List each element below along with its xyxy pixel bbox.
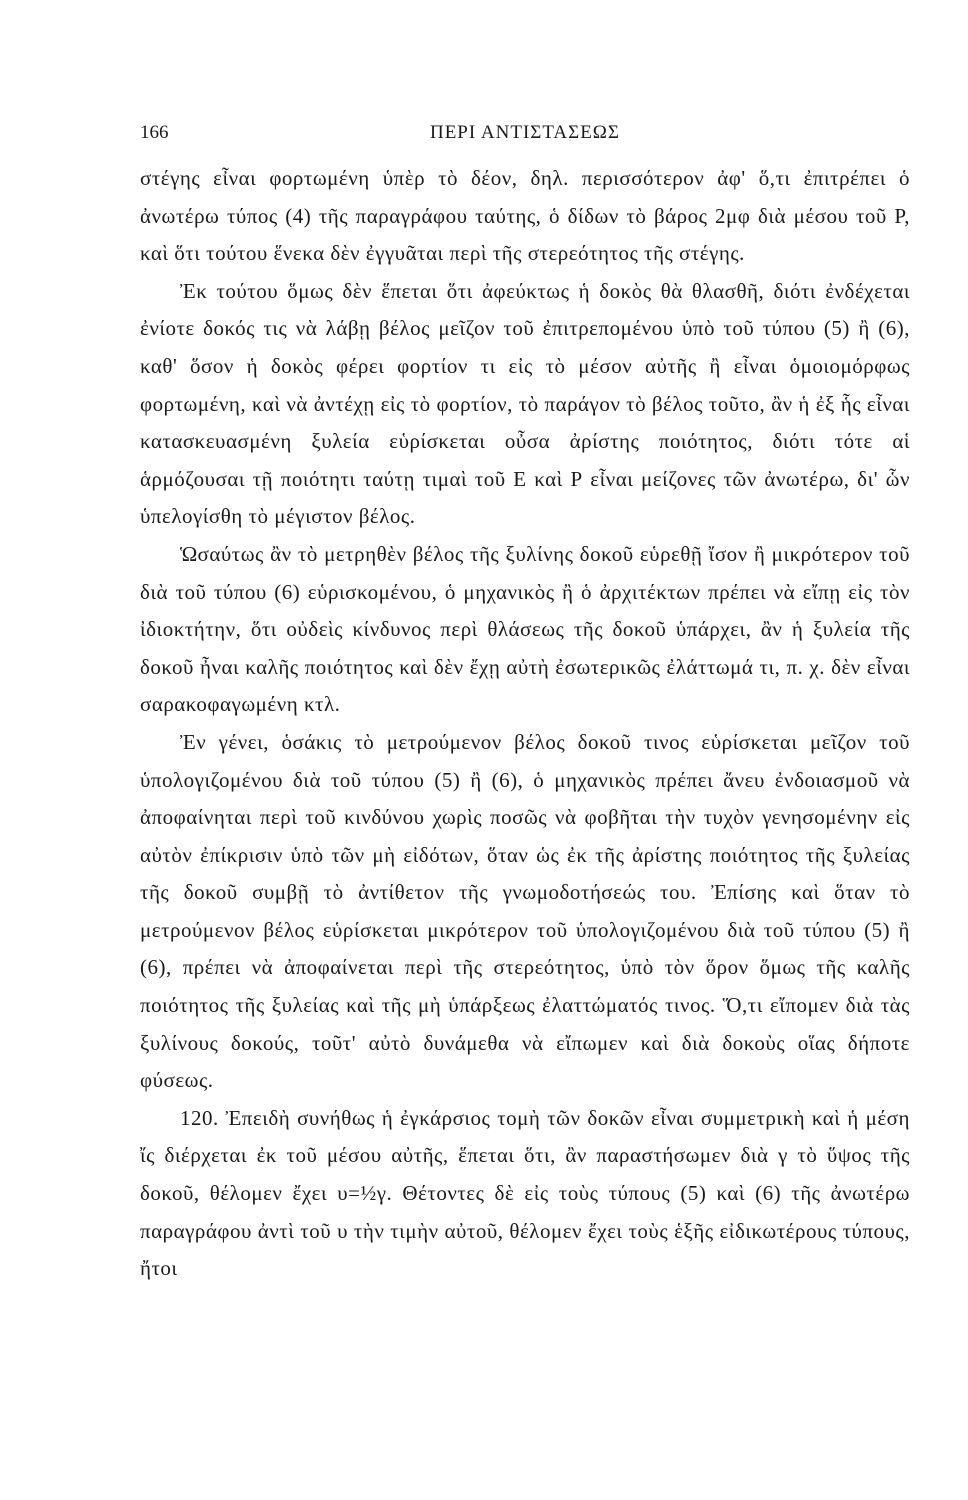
- page-number: 166: [140, 122, 169, 143]
- page-header: [140, 122, 910, 150]
- paragraph: Ὡσαύτως ἂν τὸ μετρηθὲν βέλος τῆς ξυλίνης δοκοῦ εὑρεθῇ ἴσον ἢ μικρότερον τοῦ διὰ τοῦ τύπου (6) εὑρισκομένου, ὁ μηχανικὸς ἢ ὁ ἀρχιτέκτων πρέπει νὰ εἴπῃ εἰς τὸν ἰδιοκτήτην, ὅτι οὐδεὶς κίνδυνος περὶ θλάσεως τῆς δοκοῦ ὑπάρχει, ἂν ἡ ξυλεία τῆς δοκοῦ ἦναι καλῆς ποιότητος καὶ δὲν ἔχῃ αὐτὴ ἐσωτερικῶς ἐλάττωμά τι, π. χ. δὲν εἶναι σαρακοφαγωμένη κτλ.: [140, 541, 910, 717]
- paragraph: Ἐκ τούτου ὅμως δὲν ἕπεται ὅτι ἀφεύκτως ἡ δοκὸς θὰ θλασθῆ, διότι ἐνδέχεται ἐνίοτε δοκός τις νὰ λάβῃ βέλος μεῖζον τοῦ ἐπιτρεπομένου ὑπὸ τοῦ τύπου (5) ἢ (6), καθ' ὅσον ἡ δοκὸς φέρει φορτίον τι εἰς τὸ μέσον αὐτῆς ἢ εἶναι ὁμοιομόρφως φορτωμένη, καὶ νὰ ἀντέχῃ εἰς τὸ φορτίον, τὸ παράγον τὸ βέλος τοῦτο, ἂν ἡ ἐξ ἧς εἶναι κατασκευασμένη ξυλεία εὑρίσκεται οὖσα ἀρίστης ποιότητος, διότι τότε αἱ ἁρμόζουσαι τῇ ποιότητι ταύτῃ τιμαὶ τοῦ Ε καὶ Ρ εἶναι μείζονες τῶν ἀνωτέρω, δι' ὧν ὑπελογίσθη τὸ μέγιστον βέλος.: [140, 278, 910, 529]
- body-text: [140, 160, 910, 1288]
- paragraph: Ἐν γένει, ὁσάκις τὸ μετρούμενον βέλος δοκοῦ τινος εὑρίσκεται μεῖζον τοῦ ὑπολογιζομένου διὰ τοῦ τύπου (5) ἢ (6), ὁ μηχανικὸς πρέπει ἄνευ ἐνδοιασμοῦ νὰ ἀποφαίνηται περὶ τοῦ κινδύνου χωρὶς ποσῶς νὰ φοβῆται τὴν τυχὸν γενησομένην εἰς αὐτὸν ἐπίκρισιν ὑπὸ τῶν μὴ εἰδότων, ὅταν ὡς ἐκ τῆς ἀρίστης ποιότητος τῆς ξυλείας τῆς δοκοῦ συμβῇ τὸ ἀντίθετον τῆς γνωμοδοτήσεώς του. Ἐπίσης καὶ ὅταν τὸ μετρούμενον βέλος εὑρίσκεται μικρότερον τοῦ ὑπολογιζομένου διὰ τοῦ τύπου (5) ἢ (6), πρέπει νὰ ἀποφαίνεται περὶ τῆς στερεότητος, ὑπὸ τὸν ὅρον ὅμως τῆς καλῆς ποιότητος τῆς ξυλείας καὶ τῆς μὴ ὑπάρξεως ἐλαττώματός τινος. Ὅ,τι εἴπομεν διὰ τὰς ξυλίνους δοκούς, τοῦτ' αὐτὸ δυνάμεθα νὰ εἴπωμεν καὶ διὰ δοκοὺς οἵας δήποτε φύσεως.: [140, 729, 910, 1093]
- paragraph-section-120: 120. Ἐπειδὴ συνήθως ἡ ἐγκάρσιος τομὴ τῶν δοκῶν εἶναι συμμετρικὴ καὶ ἡ μέση ἴς διέρχεται ἐκ τοῦ μέσου αὐτῆς, ἕπεται ὅτι, ἂν παραστήσωμεν διὰ γ τὸ ὕψος τῆς δοκοῦ, θέλομεν ἔχει υ=½γ. Θέτοντες δὲ εἰς τοὺς τύπους (5) καὶ (6) τῆς ἀνωτέρω παραγράφου ἀντὶ τοῦ υ τὴν τιμὴν αὐτοῦ, θέλομεν ἔχει τοὺς ἑξῆς εἰδικωτέρους τύπους, ἤτοι: [140, 1105, 910, 1281]
- paragraph-continuation: στέγης εἶναι φορτωμένη ὑπὲρ τὸ δέον, δηλ. περισσότερον ἀφ' ὅ,τι ἐπιτρέπει ὁ ἀνωτέρω τύπος (4) τῆς παραγράφου ταύτης, ὁ δίδων τὸ βάρος 2μφ διὰ μέσου τοῦ Ρ, καὶ ὅτι τούτου ἕνεκα δὲν ἐγγυᾶται περὶ τῆς στερεότητος τῆς στέγης.: [140, 166, 910, 266]
- running-head: ΠΕΡΙ ΑΝΤΙΣΤΑΣΕΩΣ: [429, 122, 620, 143]
